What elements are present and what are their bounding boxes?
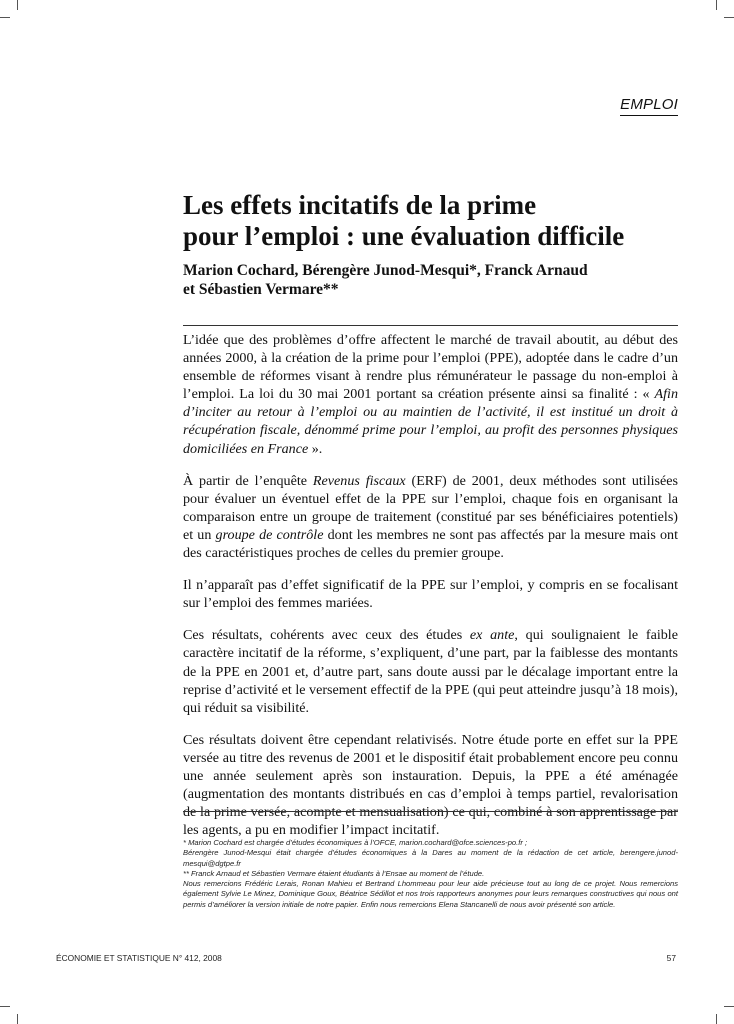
control-group-term: groupe de contrôle	[215, 526, 324, 543]
abstract-paragraph: Il n’apparaît pas d’effet significatif de la PPE sur l’emploi, y compris en se focalisant sur l’emploi des femmes mariées.	[183, 577, 678, 612]
article-title	[183, 190, 683, 252]
footnotes	[183, 838, 678, 910]
abstract-top-rule	[183, 325, 678, 326]
crop-mark	[0, 1006, 10, 1007]
crop-mark	[724, 17, 734, 18]
abstract-paragraph	[183, 472, 678, 562]
abstract-text: À partir de l’enquête	[183, 472, 313, 489]
author-list	[183, 261, 683, 299]
footnote: * Marion Cochard est chargée d’études économiques à l’OFCE, marion.cochard@ofce.sciences-po.fr ;	[183, 838, 528, 847]
abstract	[183, 331, 678, 839]
title-line-1: Les effets incitatifs de la prime	[183, 190, 537, 220]
law-quote: Afin d’inciter au retour à l’emploi ou au maintien de l’activité, il est institué un droit à récupération fiscale, dénommé prime pour l’emploi, au profit des personnes physiques domiciliées en France	[183, 386, 678, 457]
survey-name: Revenus fiscaux	[312, 472, 406, 489]
authors-line-2: et Sébastien Vermare**	[183, 281, 339, 298]
crop-mark	[17, 0, 18, 10]
abstract-paragraph	[183, 331, 678, 458]
crop-mark	[716, 1014, 717, 1024]
crop-mark	[724, 1006, 734, 1007]
footnote: ** Franck Arnaud et Sébastien Vermare étaient étudiants à l’Ensae au moment de l’étude.	[183, 868, 485, 878]
footnote: Bérengère Junod-Mesqui était chargée d’études économiques à la Dares au moment de la rédaction de cet article, berengere.junod-mesqui@dgtpe.fr	[183, 848, 678, 868]
abstract-paragraph	[183, 626, 678, 716]
crop-mark	[17, 1014, 18, 1024]
ex-ante-term: ex ante	[469, 627, 515, 644]
abstract-text: dont les membres ne sont pas affectés par la mesure mais ont des caractéristiques proches de celles du premier groupe.	[183, 526, 678, 562]
section-label: EMPLOI	[620, 96, 678, 116]
abstract-text: (ERF) de 2001, deux méthodes sont utilisées pour évaluer un éventuel effet de la PPE sur l’emploi, chaque fois en organisant la comparaison entre un groupe de traitement (constitué par ses bénéficiaires potentiels) et un	[183, 472, 679, 543]
journal-footer: ÉCONOMIE ET STATISTIQUE N° 412, 2008	[56, 953, 222, 963]
abstract-paragraph: Ces résultats doivent être cependant relativisés. Notre étude porte en effet sur la PPE versée au titre des revenus de 2001 et le dispositif était probablement encore peu connu une année seulement après son instauration. Depuis, la PPE a été aménagée (augmentation des montants distribués en cas d’emploi à temps partiel, revalorisation de la prime versée, acompte et mensualisation) ce qui, combiné à son apprentissage par les agents, a pu en modifier l’impact incitatif.	[183, 731, 678, 839]
abstract-text: Ces résultats, cohérents avec ceux des études	[183, 627, 470, 644]
abstract-text: , qui soulignaient le faible caractère incitatif de la réforme, s’expliquent, d’une part, par la faiblesse des montants de la PPE en 2001 et, d’autre part, sans doute aussi par le décalage important entre la reprise d’activité et le versement effectif de la PPE (qui peut atteindre jusqu’à 18 mois), qui réduit sa visibilité.	[183, 627, 678, 716]
abstract-bottom-rule	[183, 811, 678, 812]
page-number: 57	[666, 953, 676, 963]
authors-line-1: Marion Cochard, Bérengère Junod-Mesqui*, Franck Arnaud	[183, 262, 588, 279]
crop-mark	[716, 0, 717, 10]
crop-mark	[0, 17, 10, 18]
abstract-text: ».	[308, 440, 323, 457]
title-line-2: pour l’emploi : une évaluation difficile	[183, 221, 625, 251]
footnote: Nous remercions Frédéric Lerais, Ronan Mahieu et Bertrand Lhommeau pour leur aide précieuse tout au long de ce projet. Nous remercions également Sylvie Le Minez, Dominique Goux, Béatrice Sédillot et nos trois rapporteurs anonymes pour leurs remarques constructives qui nous ont permis d’améliorer la version initiale de notre papier. Enfin nous remercions Elena Stancanelli de nous avoir présenté son article.	[183, 879, 678, 909]
abstract-text: L’idée que des problèmes d’offre affectent le marché de travail aboutit, au début des années 2000, à la création de la prime pour l’emploi (PPE), adoptée dans le cadre d’un ensemble de réformes visant à rendre plus rémunérateur le passage du non-emploi à l’emploi. La loi du 30 mai 2001 portant sa création présente ainsi sa finalité : «	[183, 332, 678, 403]
